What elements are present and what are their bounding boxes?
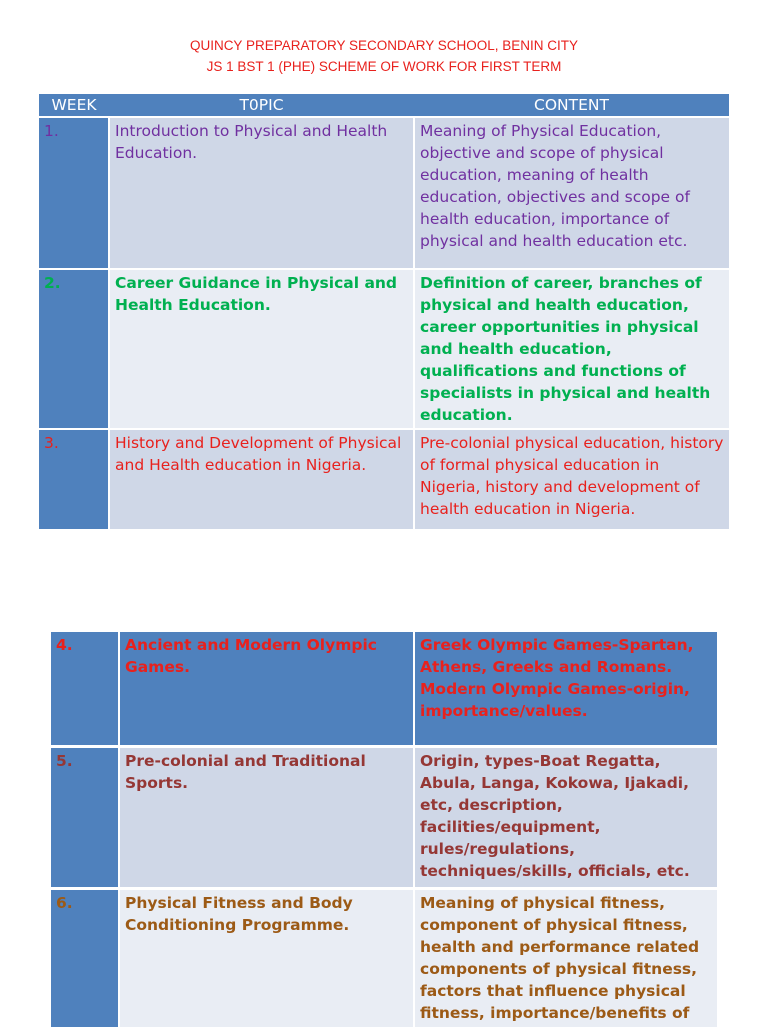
topic-cell: Pre-colonial and Traditional Sports. (119, 746, 414, 888)
topic-cell: Ancient and Modern Olympic Games. (119, 632, 414, 746)
content-column-header: CONTENT (414, 94, 729, 117)
scheme-table-2 (51, 632, 717, 1030)
table-row (51, 632, 717, 746)
table-row (39, 117, 729, 269)
week-cell: 2. (39, 269, 109, 429)
table-row (51, 746, 717, 888)
week-cell: 5. (51, 746, 119, 888)
content-cell: Meaning of physical fitness, component of physical fitness, health and performance related components of physical fitness, factors that influence physical fitness, importance/benefits of (414, 888, 717, 1028)
scheme-title-heading: JS 1 BST 1 (PHE) SCHEME OF WORK FOR FIRST TERM (206, 59, 562, 74)
week-cell: 6. (51, 888, 119, 1028)
week-cell: 3. (39, 429, 109, 529)
content-cell: Pre-colonial physical education, history of formal physical education in Nigeria, history and development of health education in Nigeria. (414, 429, 729, 529)
scheme-table-1 (39, 94, 729, 529)
table-header-row (39, 94, 729, 117)
content-cell: Greek Olympic Games-Spartan, Athens, Greeks and Romans. Modern Olympic Games-origin, importance/values. (414, 632, 717, 746)
content-cell: Definition of career, branches of physical and health education, career opportunities in physical and health education, qualifications and functions of specialists in physical and health education. (414, 269, 729, 429)
topic-cell: Introduction to Physical and Health Education. (109, 117, 414, 269)
content-cell: Meaning of Physical Education, objective and scope of physical education, meaning of health education, objectives and scope of health education, importance of physical and health education etc. (414, 117, 729, 269)
table-row (51, 888, 717, 1028)
topic-cell: Career Guidance in Physical and Health Education. (109, 269, 414, 429)
week-cell: 1. (39, 117, 109, 269)
table-row (39, 429, 729, 529)
content-cell: Origin, types-Boat Regatta, Abula, Langa, Kokowa, Ijakadi, etc, description, facilities/equipment, rules/regulations, techniques/skills, officials, etc. (414, 746, 717, 888)
school-name-heading: QUINCY PREPARATORY SECONDARY SCHOOL, BENIN CITY (189, 38, 579, 53)
table-row (39, 269, 729, 429)
topic-column-header: T0PIC (109, 94, 414, 117)
week-cell: 4. (51, 632, 119, 746)
topic-cell: Physical Fitness and Body Conditioning Programme. (119, 888, 414, 1028)
week-column-header: WEEK (39, 94, 109, 117)
topic-cell: History and Development of Physical and Health education in Nigeria. (109, 429, 414, 529)
